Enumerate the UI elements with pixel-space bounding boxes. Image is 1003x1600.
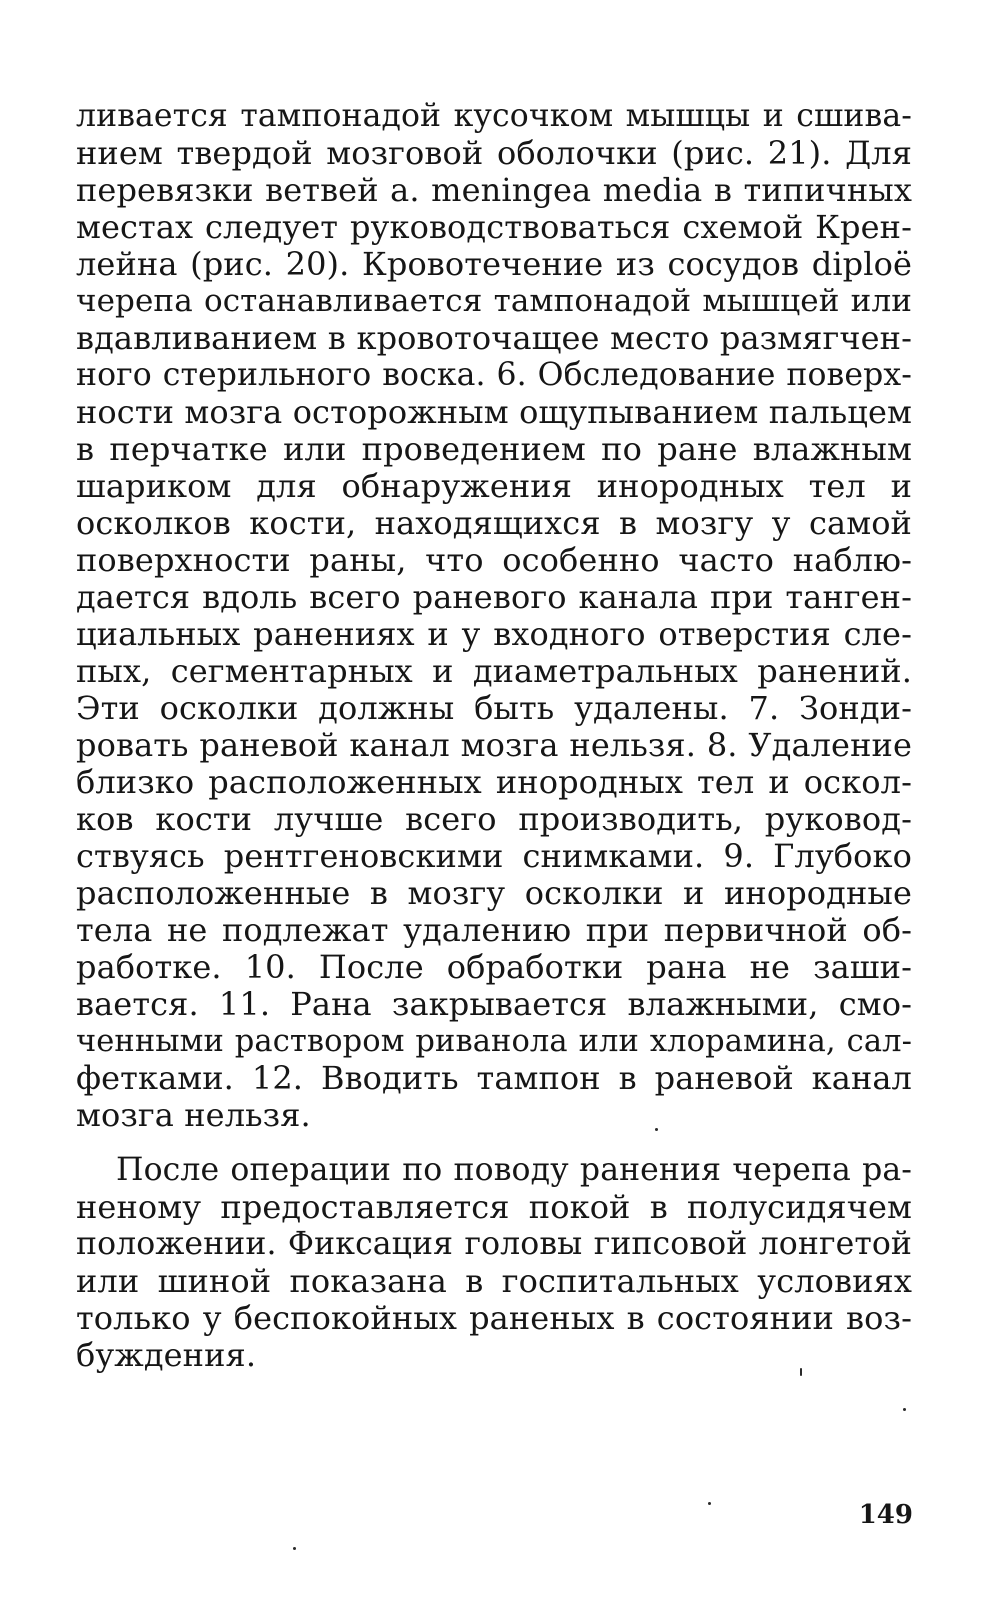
text-line: расположенные в мозгу осколки и инородные <box>76 874 912 912</box>
text-line: или шиной показана в госпитальных условиях <box>76 1262 912 1300</box>
text-line: осколков кости, находящихся в мозгу у самой <box>76 504 912 542</box>
print-speck <box>293 1547 296 1550</box>
text-line: лейна (рис. 20). Кровотечение из сосудов diploë <box>76 245 912 283</box>
text-line: дается вдоль всего раневого канала при танген- <box>76 578 912 616</box>
text-line: циальных ранениях и у входного отверстия сле- <box>76 615 912 653</box>
text-line: фетками. 12. Вводить тампон в раневой канал <box>76 1059 912 1097</box>
text-line: в перчатке или проведением по ране влажным <box>76 430 912 468</box>
text-line: шариком для обнаружения инородных тел и <box>76 467 912 505</box>
paragraph-1 <box>76 98 912 1134</box>
page-number: 149 <box>858 1500 913 1530</box>
text-line: Эти осколки должны быть удалены. 7. Зонди- <box>76 689 912 727</box>
text-line: ливается тампонадой кусочком мышцы и сшива- <box>76 98 912 134</box>
print-speck <box>903 1408 906 1411</box>
text-line: неному предоставляется покой в полусидячем <box>76 1188 912 1226</box>
text-line: поверхности раны, что особенно часто наблю- <box>76 541 912 579</box>
paragraph-2 <box>76 1152 912 1374</box>
text-line: вдавливанием в кровоточащее место размягчен- <box>76 319 912 357</box>
text-line: только у беспокойных раненых в состоянии воз- <box>76 1299 912 1337</box>
text-line: близко расположенных инородных тел и оскол- <box>76 763 912 801</box>
print-speck <box>708 1502 711 1505</box>
print-speck <box>655 1128 658 1131</box>
text-line: ченными раствором риванола или хлорамина, сал- <box>76 1024 912 1059</box>
text-line: буждения. <box>76 1336 257 1374</box>
text-line: ствуясь рентгеновскими снимками. 9. Глубоко <box>76 837 912 875</box>
text-line: положении. Фиксация головы гипсовой лонгетой <box>76 1226 912 1262</box>
text-line: ровать раневой канал мозга нельзя. 8. Удаление <box>76 726 912 764</box>
text-line: перевязки ветвей a. meningea media в типичных <box>76 171 912 209</box>
text-line: нием твердой мозговой оболочки (рис. 21). Для <box>76 134 912 172</box>
text-line: черепа останавливается тампонадой мышцей или <box>76 283 912 319</box>
text-line: ков кости лучше всего производить, руковод- <box>76 800 912 838</box>
text-line: работке. 10. После обработки рана не заши- <box>76 948 912 986</box>
text-line: тела не подлежат удалению при первичной об- <box>76 911 912 949</box>
text-line: мозга нельзя. <box>76 1096 311 1134</box>
text-line: ности мозга осторожным ощупыванием пальцем <box>76 393 912 431</box>
text-line: местах следует руководствоваться схемой Крен- <box>76 208 912 246</box>
text-line: После операции по поводу ранения черепа ра- <box>116 1152 912 1188</box>
print-speck <box>800 1368 802 1376</box>
text-line: вается. 11. Рана закрывается влажными, смо- <box>76 985 912 1023</box>
text-line: ного стерильного воска. 6. Обследование поверх- <box>76 357 912 393</box>
text-line: пых, сегментарных и диаметральных ранений. <box>76 652 912 690</box>
